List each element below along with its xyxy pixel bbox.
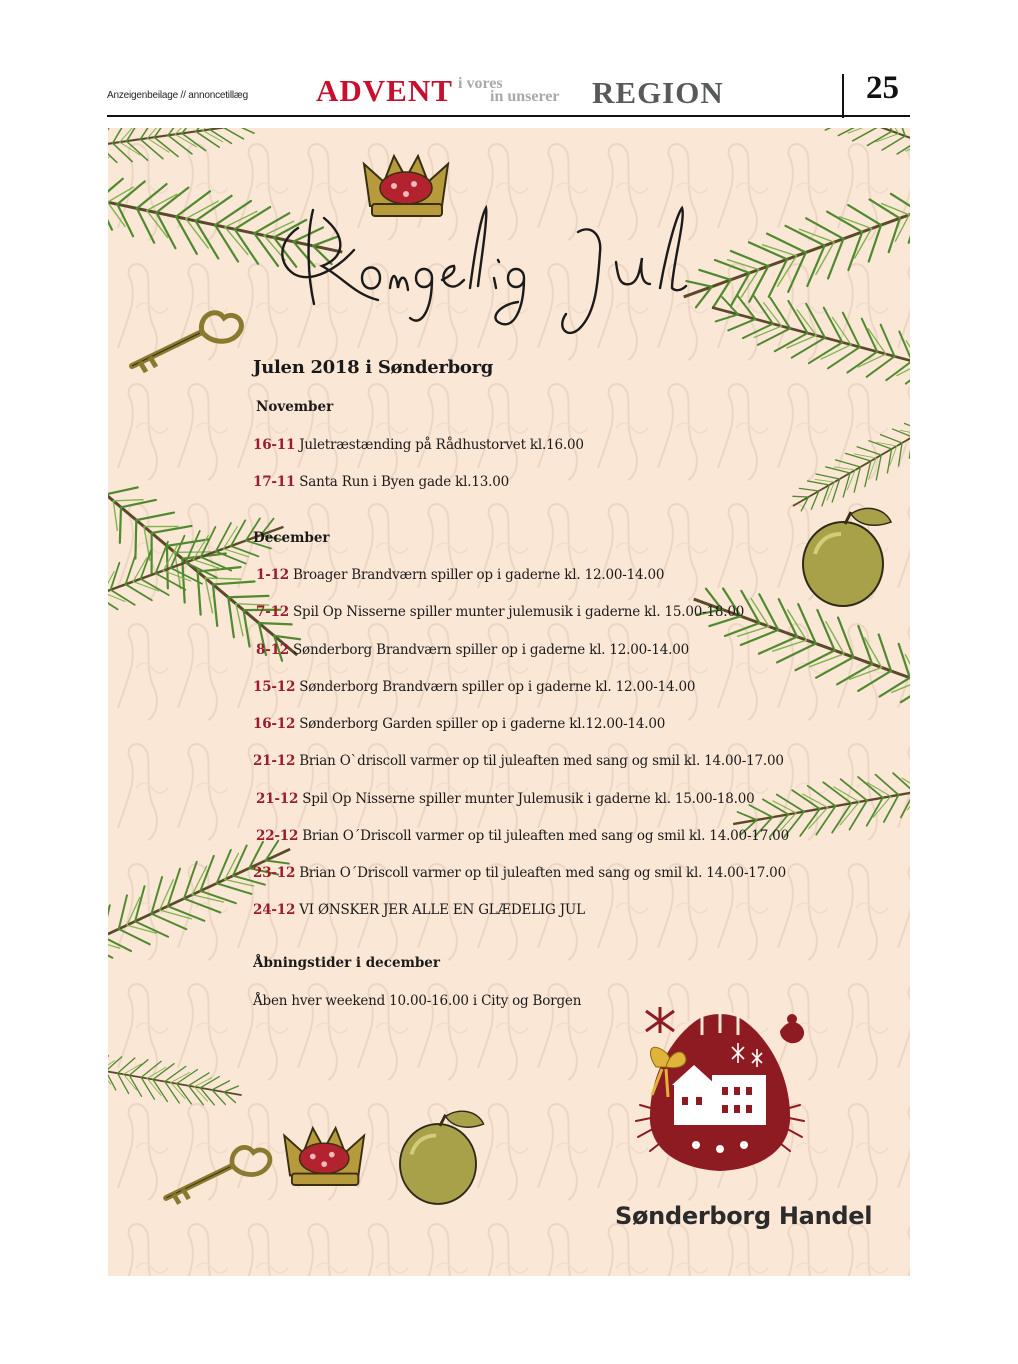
event-row [256,567,664,583]
event-text: Brian O`driscoll varmer op til juleaften med sang og smil kl. 14.00-17.00 [299,753,784,769]
advertisement-panel [108,128,910,1276]
event-row [253,865,786,881]
subtitle-german: in unserer [490,88,560,105]
event-date: 16-12 [253,716,296,732]
event-date: 17-11 [253,474,296,490]
event-date: 24-12 [253,902,296,918]
event-text: Sønderborg Brandværn spiller op i gaderne kl. 12.00-14.00 [299,679,696,695]
event-text: Spil Op Nisserne spiller munter Julemusik i gaderne kl. 15.00-18.00 [302,791,755,807]
event-date: 21-12 [253,753,296,769]
month-heading-december: December [253,530,330,546]
event-row [253,716,665,732]
event-row [256,828,789,844]
supplement-label: Anzeigenbeilage // annoncetillæg [107,90,248,101]
event-date: 1-12 [256,567,289,583]
month-heading-november: November [256,399,334,415]
event-row [253,474,509,490]
event-date: 16-11 [253,437,296,453]
schedule-title: Julen 2018 i Sønderborg [253,357,494,378]
event-text: Brian O´Driscoll varmer op til juleaften med sang og smil kl. 14.00-17.00 [302,828,789,844]
event-row [253,437,584,453]
header-rule [107,115,910,117]
header-divider [842,74,844,118]
event-date: 8-12 [256,642,289,658]
event-row [256,642,689,658]
event-text: Spil Op Nisserne spiller munter julemusik i gaderne kl. 15.00-18.00 [292,604,745,620]
event-date: 22-12 [256,828,299,844]
opening-hours-text: Åben hver weekend 10.00-16.00 i City og Borgen [253,993,582,1009]
event-text: Brian O´Driscoll varmer op til juleaften med sang og smil kl. 14.00-17.00 [299,865,786,881]
event-schedule [108,128,910,1276]
event-text: Sønderborg Garden spiller op i gaderne kl.12.00-14.00 [299,716,666,732]
event-row [256,791,755,807]
event-row [253,679,695,695]
event-date: 23-12 [253,865,296,881]
event-text: Broager Brandværn spiller op i gaderne kl. 12.00-14.00 [292,567,665,583]
event-text: Sønderborg Brandværn spiller op i gaderne kl. 12.00-14.00 [292,642,690,658]
event-date: 21-12 [256,791,299,807]
event-row [256,604,744,620]
advent-title: ADVENT [316,73,453,108]
brand-name: Sønderborg Handel [615,1202,873,1230]
event-row [253,753,784,769]
page-number: 25 [866,70,899,106]
subtitle-danish: i vores [458,75,503,92]
event-row [253,902,585,918]
region-title: REGION [592,75,724,110]
opening-hours-heading: Åbningstider i december [253,955,441,971]
event-date: 7-12 [256,604,289,620]
event-text: Santa Run i Byen gade kl.13.00 [299,474,509,490]
event-date: 15-12 [253,679,296,695]
event-text: VI ØNSKER JER ALLE EN GLÆDELIG JUL [299,902,585,918]
event-text: Juletræstænding på Rådhustorvet kl.16.00 [299,437,584,453]
